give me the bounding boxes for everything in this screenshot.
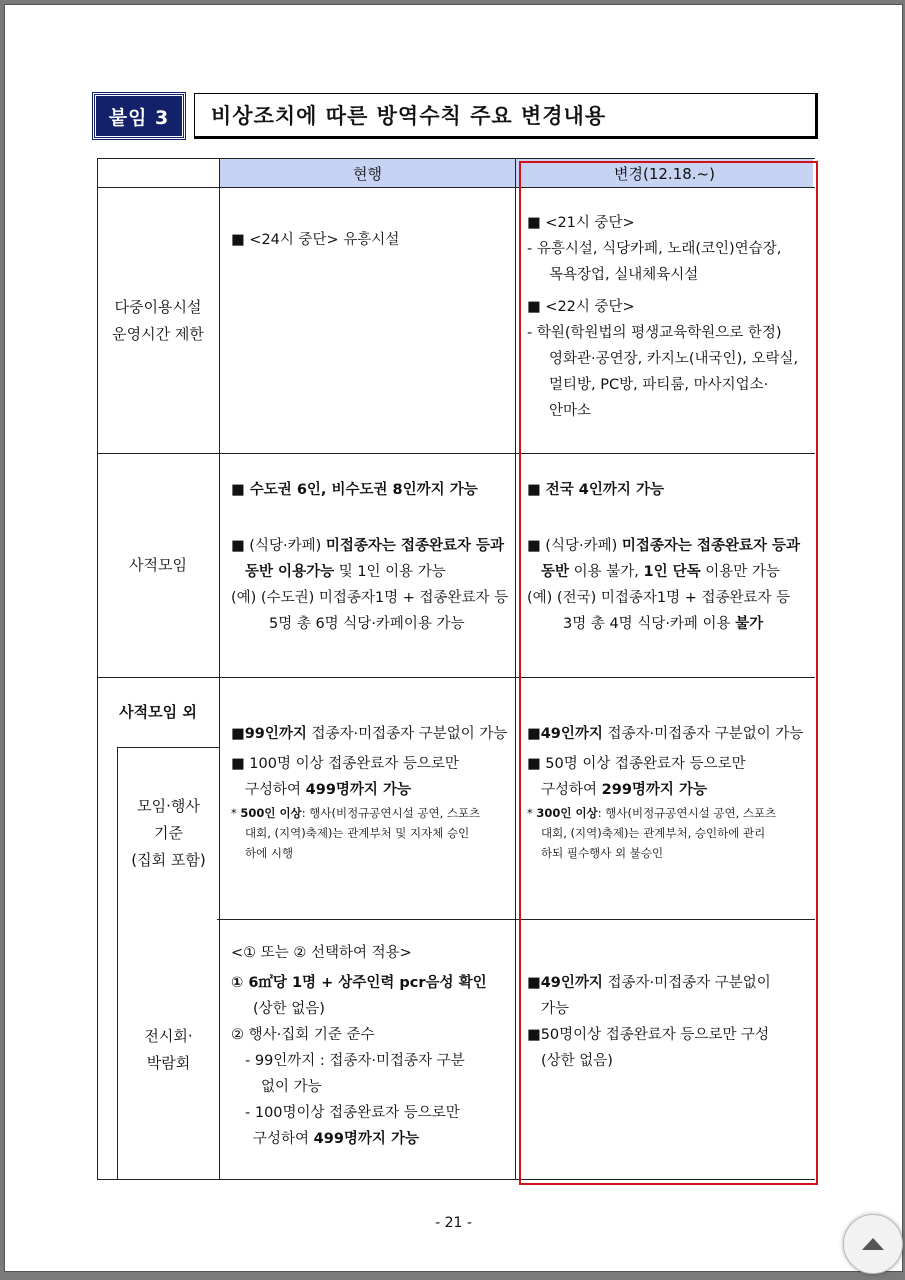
document-page <box>4 4 903 1272</box>
text-line: ■ 전국 4인까지 가능 <box>527 482 664 498</box>
text-line <box>231 721 513 747</box>
text-line <box>231 559 513 585</box>
text-span: : 행사(비정규공연시설 공연, 스포츠 <box>301 806 481 820</box>
text-line: - 100명이상 접종완료자 등으로만 <box>245 1105 460 1121</box>
scroll-to-top-button[interactable] <box>843 1214 903 1274</box>
text-span: 구성하여 <box>541 782 602 798</box>
triangle-up-icon <box>862 1238 884 1250</box>
text-span: * <box>527 806 537 820</box>
label-line: 모임·행사 <box>137 797 200 815</box>
text-span: ■ (식당·카페) <box>527 538 622 554</box>
text-line: 멀티방, PC방, 파티룸, 마사지업소· <box>549 377 769 393</box>
text-line: - 99인까지 : 접종자·미접종자 구분 <box>245 1053 465 1069</box>
text-span: ■49인까지 <box>527 975 603 991</box>
private-current <box>231 477 513 637</box>
text-span: : 행사(비정규공연시설 공연, 스포츠 <box>597 806 777 820</box>
text-span: 500인 이상 <box>240 806 302 820</box>
label-line: 기준 <box>154 824 183 842</box>
text-span: 구성하여 <box>245 782 306 798</box>
text-line: (상한 없음) <box>253 1001 325 1017</box>
text-line: 안마소 <box>549 403 592 419</box>
text-line <box>527 803 813 823</box>
text-span: 이용만 가능 <box>700 564 780 580</box>
text-line: 하에 시행 <box>245 846 294 860</box>
column-divider <box>515 158 516 1179</box>
text-span: 접종자·미접종자 구분없이 가능 <box>602 726 804 742</box>
text-line: ② 행사·집회 기준 준수 <box>231 1027 375 1043</box>
label-line: 운영시간 제한 <box>112 324 204 343</box>
column-header-current: 현행 <box>220 159 515 187</box>
exhibition-changed <box>527 970 813 1074</box>
text-span: 접종자·미접종자 구분없이 가능 <box>306 726 508 742</box>
text-span: ■99인까지 <box>231 726 307 742</box>
text-span: 299명까지 가능 <box>601 782 707 798</box>
text-span: 3명 총 4명 식당·카페 이용 <box>563 616 736 632</box>
text-line: ■ <24시 중단> 유흥시설 <box>231 232 400 248</box>
text-line: 영화관·공연장, 카지노(내국인), 오락실, <box>549 351 799 367</box>
facility-changed <box>527 210 813 424</box>
text-span: 499명까지 가능 <box>313 1131 419 1147</box>
page-number: - 21 - <box>435 1215 472 1231</box>
text-span: 1인 단독 <box>643 564 701 580</box>
row-label-event <box>118 748 219 919</box>
text-span: 미접종자는 접종완료자 등과 <box>325 538 505 554</box>
text-line <box>231 777 513 803</box>
label-column-border <box>219 158 220 1179</box>
event-changed <box>527 721 813 863</box>
event-changed-note <box>527 803 813 863</box>
facility-current <box>231 227 511 253</box>
text-span: ■ (식당·카페) <box>231 538 326 554</box>
text-line: (예) (전국) 미접종자1명 + 접종완료자 등 <box>527 590 791 606</box>
text-line: ■50명이상 접종완료자 등으로만 구성 <box>527 1027 770 1043</box>
text-line <box>231 1126 513 1152</box>
text-line: 가능 <box>541 1001 570 1017</box>
label-line: 다중이용시설 <box>114 297 202 316</box>
exhibition-current <box>231 940 513 1152</box>
text-line: (예) (수도권) 미접종자1명 + 접종완료자 등 <box>231 590 509 606</box>
text-line: <① 또는 ② 선택하여 적용> <box>231 945 412 961</box>
text-line <box>527 533 813 559</box>
text-line: 대회, (지역)축제)는 관계부처 및 지자체 승인 <box>245 826 470 840</box>
text-line <box>231 533 513 559</box>
appendix-badge: 붙임 3 <box>93 93 185 139</box>
text-span: 불가 <box>735 616 764 632</box>
text-line: ① 6㎡당 1명 + 상주인력 pcr음성 확인 <box>231 975 487 991</box>
text-line: 하되 필수행사 외 불승인 <box>541 846 664 860</box>
text-line: 목욕장업, 실내체육시설 <box>549 267 699 283</box>
private-changed <box>527 477 813 637</box>
label-line: 박람회 <box>146 1053 191 1072</box>
row-label-facility <box>97 188 219 453</box>
text-line: ■ 100명 이상 접종완료자 등으로만 <box>231 756 459 772</box>
text-span: 동반 <box>541 564 570 580</box>
text-span: 499명까지 가능 <box>305 782 411 798</box>
text-line: ■ 수도권 6인, 비수도권 8인까지 가능 <box>231 482 478 498</box>
event-current-note <box>231 803 513 863</box>
text-line <box>527 559 813 585</box>
text-span: 300인 이상 <box>536 806 598 820</box>
row-label-private: 사적모임 <box>129 556 187 574</box>
text-line: ■ 50명 이상 접종완료자 등으로만 <box>527 756 746 772</box>
text-line <box>231 803 513 823</box>
text-line: 5명 총 6명 식당·카페이용 가능 <box>269 616 465 632</box>
column-header-changed: 변경(12.18.~) <box>516 159 813 187</box>
text-line: ■ <22시 중단> <box>527 299 635 315</box>
text-line <box>527 721 813 747</box>
text-line: 없이 가능 <box>261 1079 322 1095</box>
text-span: 및 1인 이용 가능 <box>334 564 446 580</box>
text-line <box>527 611 813 637</box>
text-line <box>527 970 813 996</box>
text-span: ■49인까지 <box>527 726 603 742</box>
text-line: ■ <21시 중단> <box>527 215 635 231</box>
text-line <box>527 777 813 803</box>
text-line: 대회, (지역)축제)는 관계부처, 승인하에 관리 <box>541 826 766 840</box>
row-label-other: 사적모임 외 <box>119 702 197 721</box>
event-current <box>231 721 513 863</box>
text-span: 동반 이용가능 <box>245 564 335 580</box>
text-span: * <box>231 806 241 820</box>
label-line: 전시회· <box>144 1026 193 1045</box>
text-span: 미접종자는 접종완료자 등과 <box>621 538 801 554</box>
text-line: - 학원(학원법의 평생교육학원으로 한정) <box>527 325 782 341</box>
row-label-exhibition <box>118 920 219 1179</box>
text-span: 이용 불가, <box>569 564 644 580</box>
text-span: 접종자·미접종자 구분없이 <box>602 975 771 991</box>
text-line: - 유흥시설, 식당카페, 노래(코인)연습장, <box>527 241 782 257</box>
label-line: (집회 포함) <box>131 851 206 869</box>
text-line: (상한 없음) <box>541 1053 613 1069</box>
page-title: 비상조치에 따른 방역수칙 주요 변경내용 <box>194 93 818 139</box>
text-span: 구성하여 <box>253 1131 314 1147</box>
